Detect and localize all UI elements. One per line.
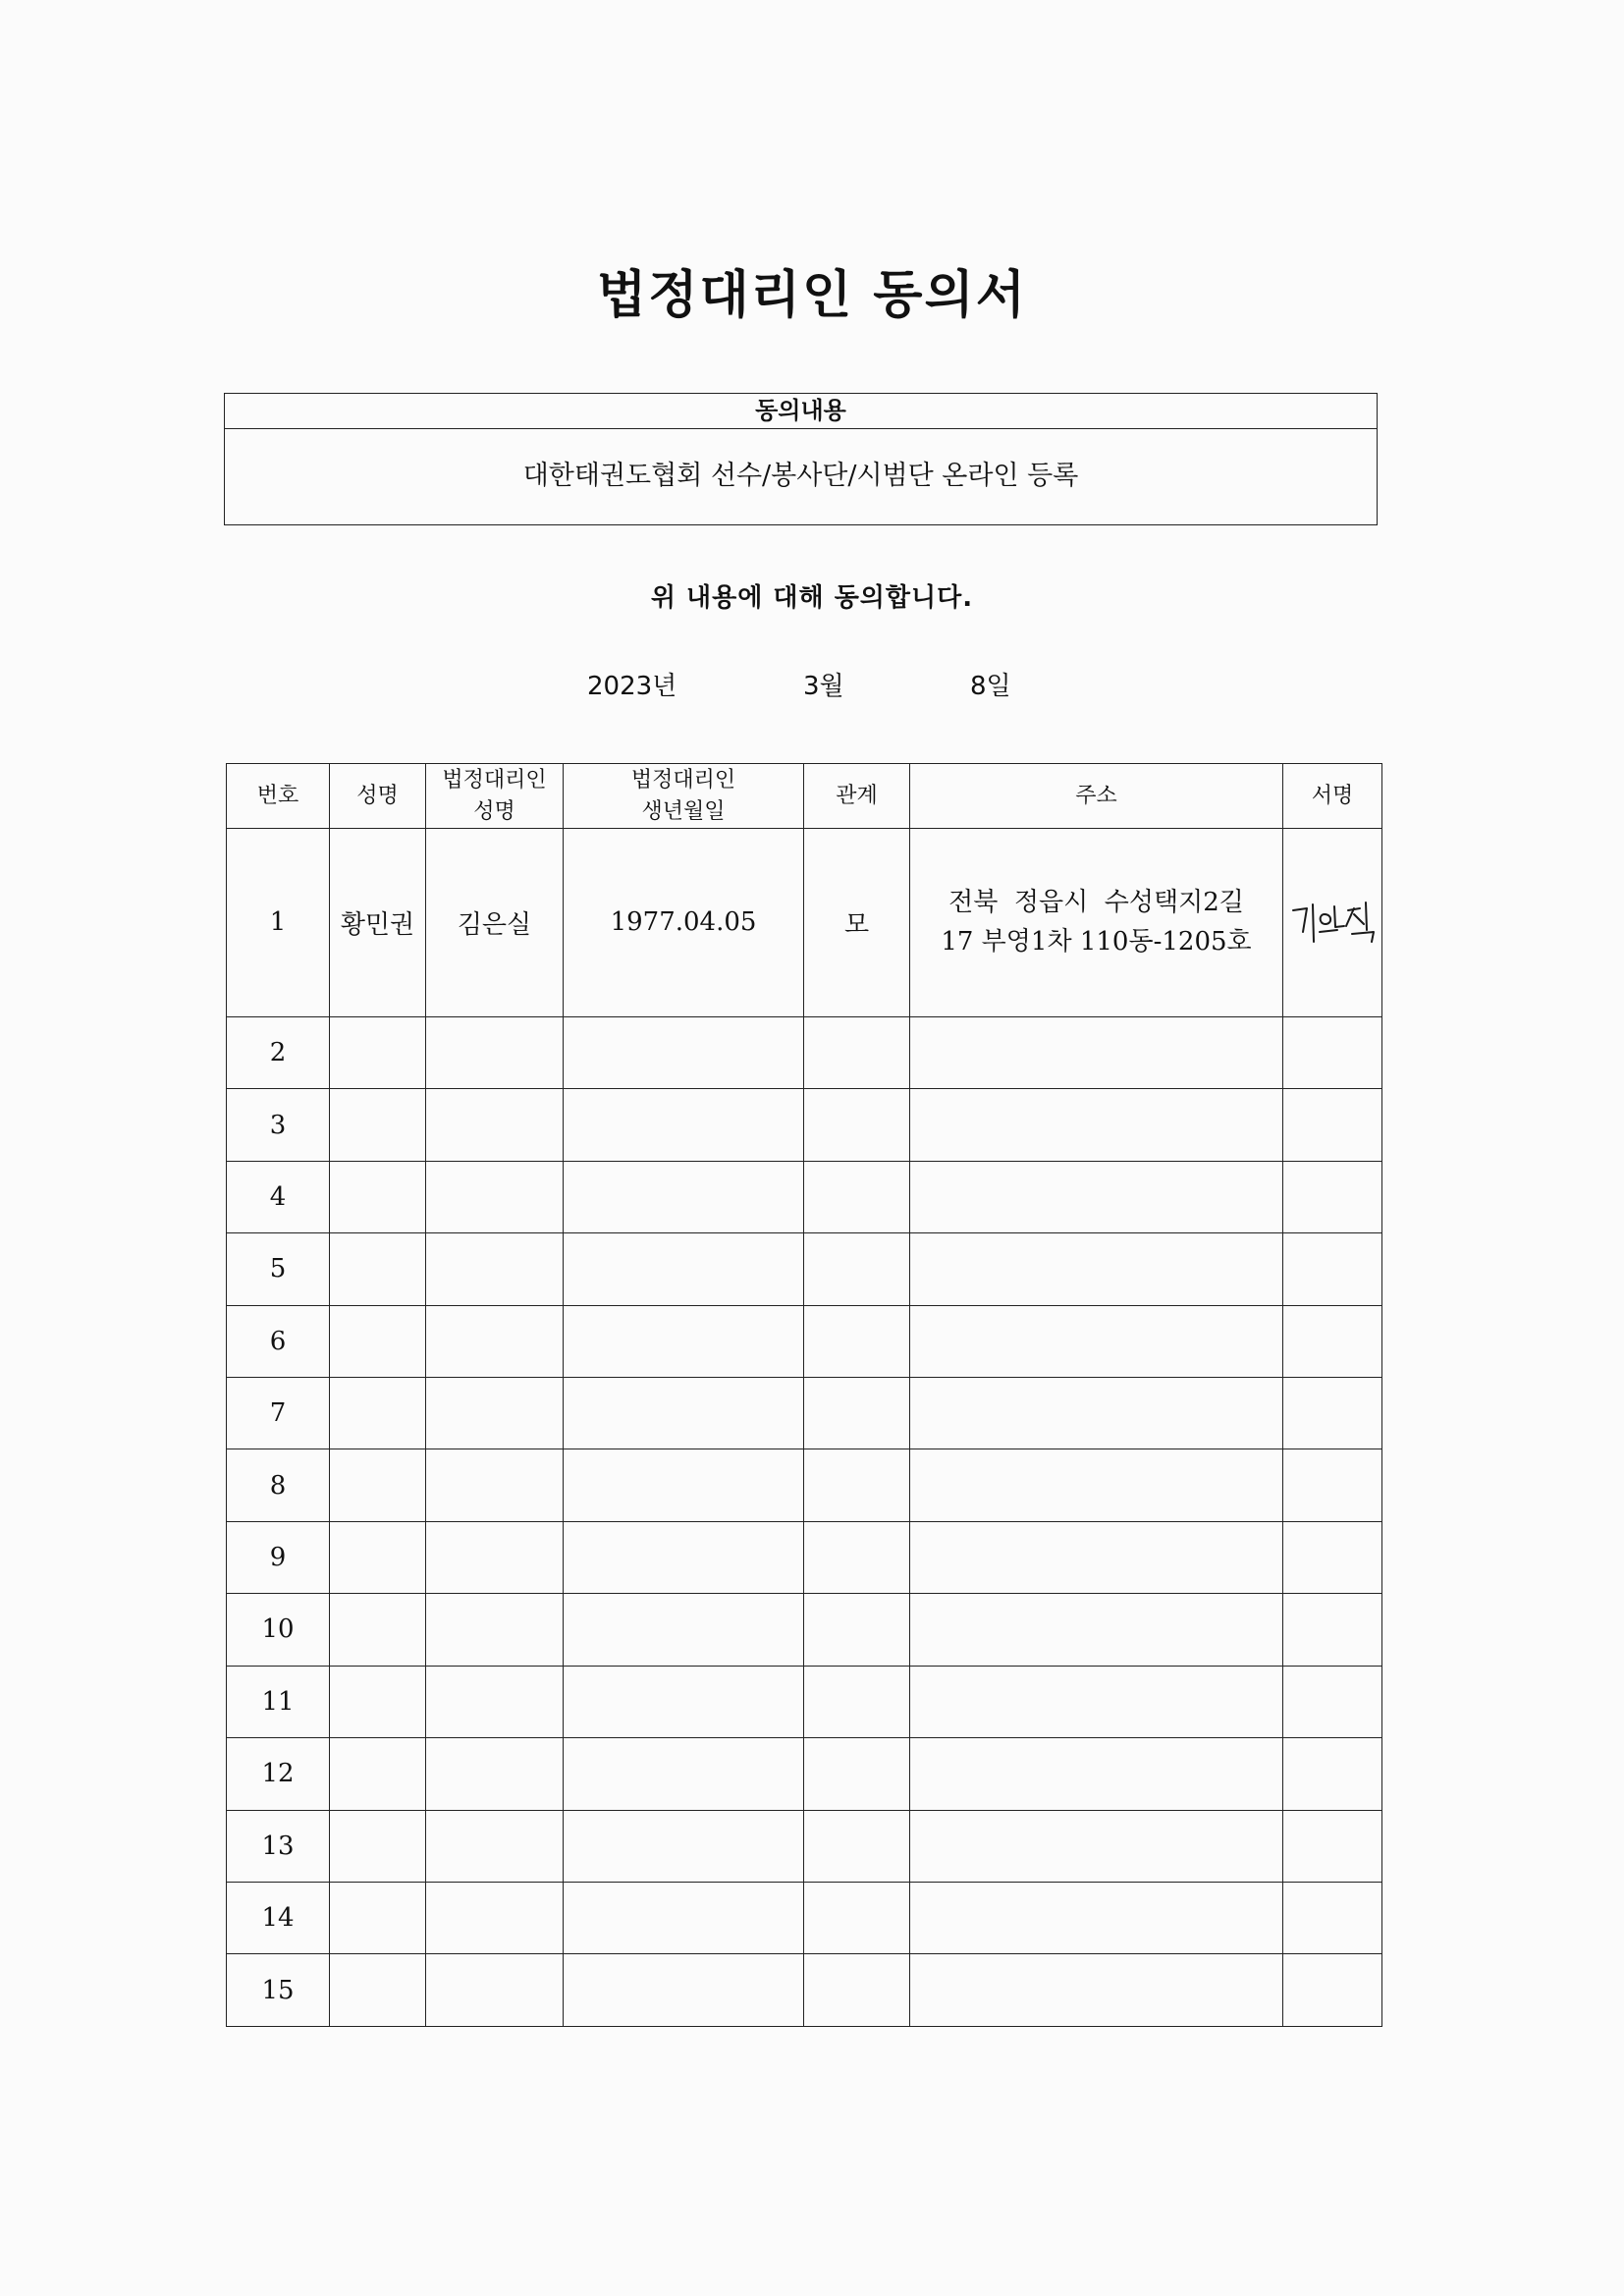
- table-row: [227, 1738, 1382, 1810]
- empty-cell: [1283, 1666, 1382, 1737]
- empty-cell: [330, 1738, 426, 1810]
- row-guardian-birth: 1977.04.05: [564, 829, 804, 1017]
- empty-cell: [564, 1089, 804, 1161]
- empty-cell: [804, 1161, 910, 1232]
- empty-cell: [910, 1089, 1283, 1161]
- empty-cell: [804, 1882, 910, 1953]
- row-no: 2: [227, 1016, 330, 1088]
- header-address: 주소: [910, 764, 1283, 829]
- empty-cell: [564, 1882, 804, 1953]
- row-no: 11: [227, 1666, 330, 1737]
- empty-cell: [1283, 1738, 1382, 1810]
- empty-cell: [804, 1666, 910, 1737]
- empty-cell: [804, 1233, 910, 1305]
- row-no: 6: [227, 1305, 330, 1377]
- empty-cell: [564, 1521, 804, 1593]
- empty-cell: [426, 1161, 564, 1232]
- date-year: 2023년: [587, 672, 677, 701]
- empty-cell: [1283, 1594, 1382, 1666]
- row-no: 9: [227, 1521, 330, 1593]
- header-no: 번호: [227, 764, 330, 829]
- empty-cell: [564, 1016, 804, 1088]
- handwritten-signature: [1283, 893, 1381, 952]
- empty-cell: [804, 1810, 910, 1882]
- empty-cell: [426, 1449, 564, 1521]
- header-guardian-birth-line1: 법정대리인: [630, 767, 736, 793]
- empty-cell: [426, 1738, 564, 1810]
- agreement-statement: 위 내용에 대해 동의합니다.: [650, 583, 974, 613]
- empty-cell: [564, 1233, 804, 1305]
- empty-cell: [1283, 1954, 1382, 2027]
- empty-cell: [1283, 1377, 1382, 1449]
- header-guardian-birth: [564, 764, 804, 829]
- empty-cell: [910, 1738, 1283, 1810]
- row-no: 3: [227, 1089, 330, 1161]
- date-day: 8일: [970, 672, 1011, 701]
- empty-cell: [910, 1594, 1283, 1666]
- empty-cell: [564, 1810, 804, 1882]
- empty-cell: [1283, 1161, 1382, 1232]
- empty-cell: [910, 1954, 1283, 2027]
- empty-cell: [426, 1666, 564, 1737]
- header-guardian-birth-line2: 생년월일: [641, 798, 726, 824]
- empty-cell: [804, 1449, 910, 1521]
- empty-cell: [804, 1738, 910, 1810]
- table-row: [227, 1521, 1382, 1593]
- empty-cell: [426, 1377, 564, 1449]
- empty-cell: [330, 1449, 426, 1521]
- consent-header: 동의내용: [225, 394, 1377, 429]
- table-header-row: [227, 764, 1382, 829]
- empty-cell: [1283, 1810, 1382, 1882]
- empty-cell: [1283, 1882, 1382, 1953]
- empty-cell: [426, 1594, 564, 1666]
- empty-cell: [330, 1233, 426, 1305]
- empty-cell: [564, 1161, 804, 1232]
- empty-cell: [910, 1521, 1283, 1593]
- empty-cell: [426, 1882, 564, 1953]
- empty-cell: [804, 1521, 910, 1593]
- empty-cell: [426, 1305, 564, 1377]
- empty-cell: [1283, 1305, 1382, 1377]
- table-row: [227, 1954, 1382, 2027]
- row-no: 15: [227, 1954, 330, 2027]
- empty-cell: [1283, 1233, 1382, 1305]
- row-address: [910, 829, 1283, 1017]
- empty-cell: [330, 1521, 426, 1593]
- row-address-line2: 17 부영1차 110동-1205호: [941, 927, 1252, 957]
- row-no: 13: [227, 1810, 330, 1882]
- row-relation: 모: [804, 829, 910, 1017]
- registration-table: [226, 763, 1382, 2027]
- empty-cell: [910, 1449, 1283, 1521]
- table-row: [227, 1666, 1382, 1737]
- empty-cell: [330, 1161, 426, 1232]
- table-row: [227, 1305, 1382, 1377]
- empty-cell: [1283, 1521, 1382, 1593]
- consent-box: [224, 393, 1378, 525]
- row-no: 4: [227, 1161, 330, 1232]
- empty-cell: [330, 1810, 426, 1882]
- empty-cell: [910, 1666, 1283, 1737]
- empty-cell: [330, 1089, 426, 1161]
- row-signature: [1283, 829, 1382, 1017]
- empty-cell: [426, 1954, 564, 2027]
- empty-cell: [910, 1016, 1283, 1088]
- empty-cell: [330, 1954, 426, 2027]
- empty-cell: [564, 1738, 804, 1810]
- empty-cell: [804, 1377, 910, 1449]
- table-row: [227, 1594, 1382, 1666]
- row-no: 7: [227, 1377, 330, 1449]
- empty-cell: [910, 1377, 1283, 1449]
- row-no: 14: [227, 1882, 330, 1953]
- header-relation: 관계: [804, 764, 910, 829]
- table-row: [227, 1089, 1382, 1161]
- empty-cell: [330, 1882, 426, 1953]
- empty-cell: [426, 1810, 564, 1882]
- table-row: [227, 1377, 1382, 1449]
- empty-cell: [564, 1594, 804, 1666]
- row-no: 10: [227, 1594, 330, 1666]
- table-row: [227, 1016, 1382, 1088]
- empty-cell: [804, 1016, 910, 1088]
- empty-cell: [910, 1305, 1283, 1377]
- empty-cell: [330, 1377, 426, 1449]
- empty-cell: [426, 1233, 564, 1305]
- header-name: 성명: [330, 764, 426, 829]
- header-guardian-name-line1: 법정대리인: [442, 767, 547, 793]
- empty-cell: [910, 1882, 1283, 1953]
- table-row: [227, 1882, 1382, 1953]
- row-no: 5: [227, 1233, 330, 1305]
- empty-cell: [910, 1233, 1283, 1305]
- empty-cell: [564, 1954, 804, 2027]
- empty-cell: [426, 1089, 564, 1161]
- empty-cell: [804, 1089, 910, 1161]
- empty-cell: [1283, 1089, 1382, 1161]
- empty-cell: [564, 1666, 804, 1737]
- empty-cell: [910, 1161, 1283, 1232]
- row-no: 8: [227, 1449, 330, 1521]
- header-signature: 서명: [1283, 764, 1382, 829]
- empty-cell: [426, 1016, 564, 1088]
- empty-cell: [564, 1305, 804, 1377]
- empty-cell: [804, 1305, 910, 1377]
- date-month: 3월: [803, 672, 844, 701]
- empty-cell: [564, 1377, 804, 1449]
- header-guardian-name: [426, 764, 564, 829]
- empty-cell: [1283, 1449, 1382, 1521]
- empty-cell: [564, 1449, 804, 1521]
- row-guardian-name: 김은실: [426, 829, 564, 1017]
- row-no: 1: [227, 829, 330, 1017]
- document-title: 법정대리인 동의서: [597, 266, 1027, 325]
- empty-cell: [330, 1305, 426, 1377]
- table-row: [227, 1810, 1382, 1882]
- empty-cell: [910, 1810, 1283, 1882]
- table-row: [227, 1449, 1382, 1521]
- empty-cell: [330, 1594, 426, 1666]
- empty-cell: [1283, 1016, 1382, 1088]
- empty-cell: [330, 1016, 426, 1088]
- row-name: 황민권: [330, 829, 426, 1017]
- table-row: [227, 1233, 1382, 1305]
- row-no: 12: [227, 1738, 330, 1810]
- empty-cell: [426, 1521, 564, 1593]
- empty-cell: [330, 1666, 426, 1737]
- table-row: [227, 829, 1382, 1017]
- row-address-line1: 전북 정읍시 수성택지2길: [948, 888, 1244, 918]
- consent-body: 대한태권도협회 선수/봉사단/시범단 온라인 등록: [522, 461, 1079, 491]
- empty-cell: [804, 1954, 910, 2027]
- table-row: [227, 1161, 1382, 1232]
- header-guardian-name-line2: 성명: [473, 798, 515, 824]
- empty-cell: [804, 1594, 910, 1666]
